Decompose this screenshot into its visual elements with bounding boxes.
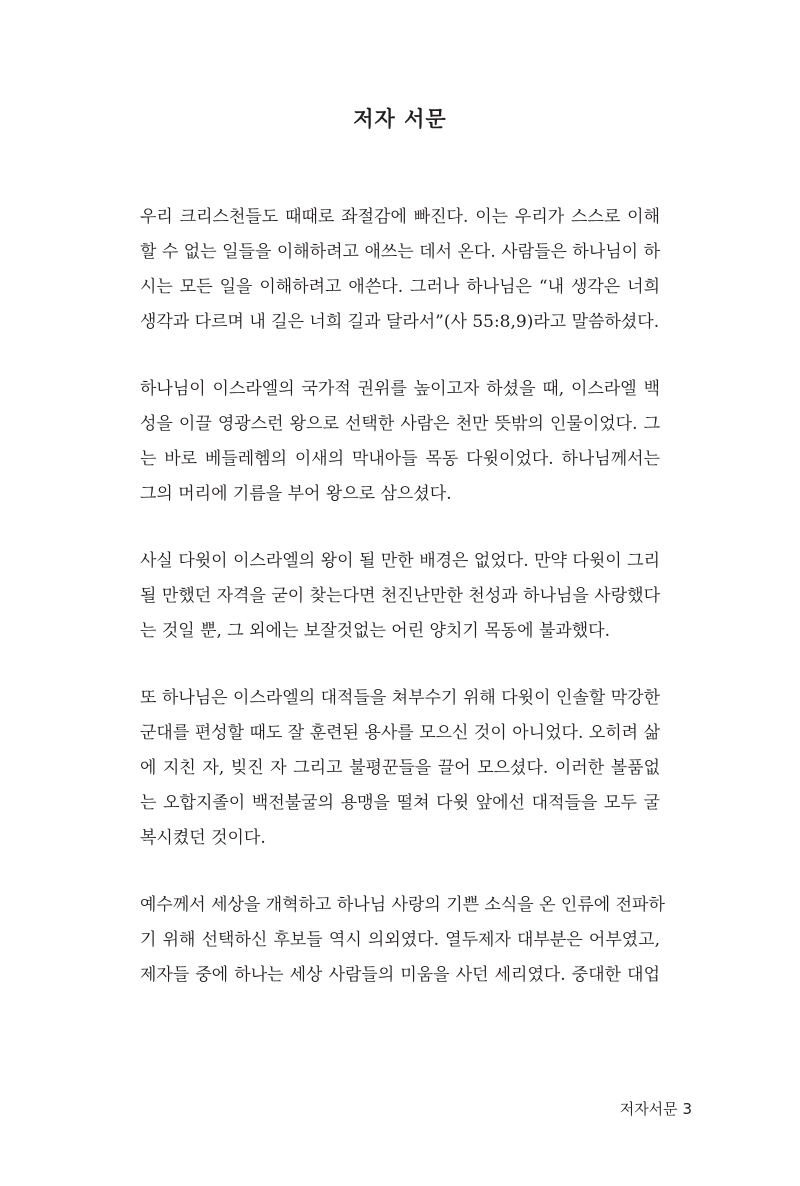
page-title: 저자 서문 — [353, 107, 447, 131]
text-line: 는 바로 베들레헴의 이새의 막내아들 목동 다윗이었다. 하나님께서는 — [140, 449, 660, 469]
text-line: 사실 다윗이 이스라엘의 왕이 될 만한 배경은 없었다. 만약 다윗이 그리 — [140, 551, 660, 571]
text-line: 기 위해 선택하신 후보들 역시 의외였다. 열두제자 대부분은 어부였고, — [140, 930, 660, 950]
text-line: 에 지친 자, 빚진 자 그리고 불평꾼들을 끌어 모으셨다. 이러한 볼품없 — [140, 758, 660, 778]
text-line: 복시켰던 것이다. — [140, 828, 266, 848]
text-line: 하나님이 이스라엘의 국가적 권위를 높이고자 하셨을 때, 이스라엘 백 — [140, 379, 660, 399]
paragraph-4 — [140, 681, 660, 856]
paragraph-2 — [140, 372, 660, 512]
page-number: 3 — [682, 1100, 692, 1118]
text-line: 제자들 중에 하나는 세상 사람들의 미움을 사던 세리였다. 중대한 대업 — [140, 965, 660, 985]
text-line: 될 만했던 자격을 굳이 찾는다면 천진난만한 천성과 하나님을 사랑했다 — [140, 586, 660, 606]
text-line: 군대를 편성할 때도 잘 훈련된 용사를 모으신 것이 아니었다. 오히려 삶 — [140, 723, 660, 743]
text-line: 예수께서 세상을 개혁하고 하나님 사랑의 기쁜 소식을 온 인류에 전파하 — [140, 895, 665, 915]
text-line: 할 수 없는 일들을 이해하려고 애쓰는 데서 온다. 사람들은 하나님이 하 — [140, 242, 660, 262]
text-line: 는 것일 뿐, 그 외에는 보잘것없는 어린 양치기 목동에 불과했다. — [140, 621, 610, 641]
text-line: 시는 모든 일을 이해하려고 애쓴다. 그러나 하나님은 “내 생각은 너희 — [140, 277, 660, 297]
paragraph-1 — [140, 200, 660, 340]
body-text — [140, 200, 665, 1025]
text-line: 생각과 다르며 내 길은 너희 길과 달라서”(사 55:8,9)라고 말씀하셨다. — [140, 312, 660, 332]
text-line: 성을 이끌 영광스런 왕으로 선택한 사람은 천만 뜻밖의 인물이었다. 그 — [140, 414, 660, 434]
text-line: 또 하나님은 이스라엘의 대적들을 쳐부수기 위해 다윗이 인솔할 막강한 — [140, 688, 660, 708]
footer-section-title: 저자서문 — [619, 1100, 678, 1118]
text-line: 는 오합지졸이 백전불굴의 용맹을 떨쳐 다윗 앞에선 대적들을 모두 굴 — [140, 793, 660, 813]
text-line: 우리 크리스천들도 때때로 좌절감에 빠진다. 이는 우리가 스스로 이해 — [140, 207, 660, 227]
text-line: 그의 머리에 기름을 부어 왕으로 삼으셨다. — [140, 484, 452, 504]
paragraph-3 — [140, 544, 660, 649]
page-footer — [620, 1098, 692, 1119]
paragraph-5 — [140, 888, 665, 993]
